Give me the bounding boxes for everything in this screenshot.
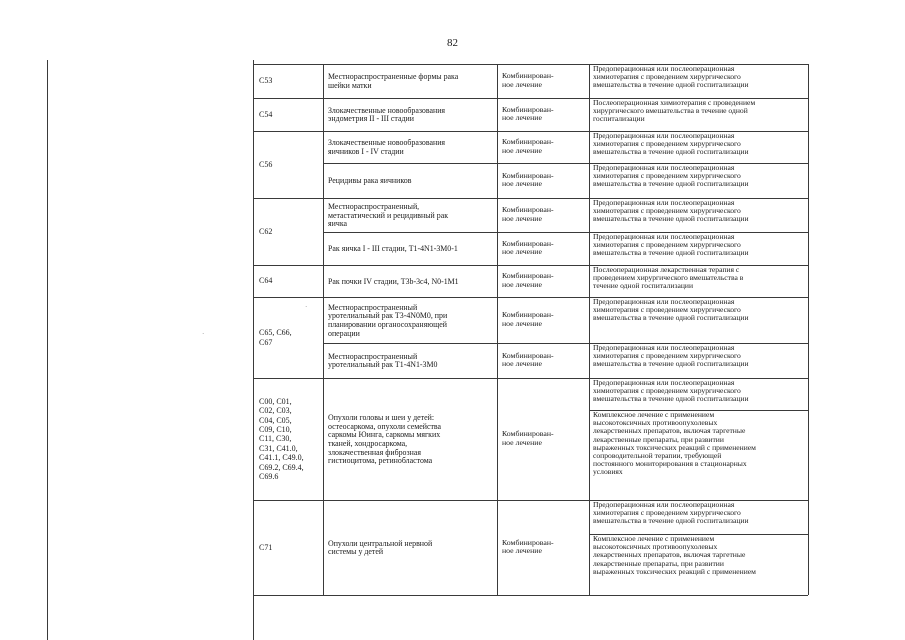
diagnosis-description-line: эндометрия II - III стадии [328, 114, 414, 124]
treatment-method [593, 99, 806, 124]
treatment-method-line: условиях [593, 467, 623, 477]
scan-mark: · [305, 303, 308, 311]
treatment-type-line: ное лечение [502, 179, 542, 189]
diagnosis-description [328, 304, 494, 338]
treatment-method-line: Послеоперационная лекарственная терапия с [593, 266, 740, 274]
scan-mark: · [202, 330, 205, 338]
treatment-method-line: постоянного мониторирования в стационарных [593, 459, 747, 469]
treatment-method-line: химиотерапия с проведением хирургического [593, 305, 741, 315]
diagnosis-description-line: злокачественная фиброзная [328, 447, 421, 457]
diagnosis-description-line: Местнораспространенные формы рака [328, 73, 459, 82]
treatment-method-line: химиотерапия с проведением хирургического [593, 206, 741, 216]
treatment-type [502, 311, 586, 329]
treatment-type [502, 172, 586, 190]
diagnosis-description [328, 73, 494, 90]
treatment-method [593, 65, 806, 90]
diagnosis-description [328, 353, 494, 370]
treatment-method-line: Предоперационная или послеоперационная [593, 344, 735, 352]
diagnosis-description-line: операции [328, 328, 360, 338]
treatment-method-line: вмешательства в течение одной госпитализации [593, 313, 749, 323]
treatment-method [593, 199, 806, 224]
treatment-type-line: Комбинирован- [502, 239, 554, 248]
treatment-method-line: химиотерапия с проведением хирургического [593, 139, 741, 149]
diagnosis-description-line: остеосаркома, опухоли семейства [328, 421, 442, 431]
treatment-type-line: Комбинирован- [502, 538, 554, 547]
treatment-type-line: ное лечение [502, 279, 542, 289]
diagnosis-code: C54 [259, 109, 273, 119]
treatment-type [502, 206, 586, 224]
diagnosis-description-line: Рак почки IV стадии, T3b-3c4, N0-1M1 [328, 277, 459, 286]
diagnosis-description-line: Рецидивы рака яичников [328, 177, 412, 186]
diagnosis-description-line: системы у детей [328, 547, 384, 557]
treatment-method-line: химиотерапия с проведением хирургического [593, 240, 741, 250]
diagnosis-description [328, 278, 494, 287]
treatment-type-line: Комбинирован- [502, 430, 554, 439]
diagnosis-description-line: саркомы Юинга, саркомы мягких [328, 430, 441, 440]
treatment-method [593, 379, 806, 404]
treatment-method-line: сопроводительной терапии, требующей [593, 451, 722, 461]
treatment-method-line: вмешательства в течение одной госпитализации [593, 80, 749, 90]
treatment-method-line: Послеоперационная химиотерапия с проведением [593, 99, 756, 107]
table-row-border [253, 595, 808, 596]
treatment-method-line: проведением хирургического вмешательства в [593, 273, 744, 283]
treatment-type-line: ное лечение [502, 546, 542, 556]
treatment-method-line: вмешательства в течение одной госпитализации [593, 214, 749, 224]
diagnosis-description-line: уротелиальный рак T1-4N1-3M0 [328, 360, 438, 370]
treatment-method-line: высокотоксичных противоопухолевых [593, 418, 718, 428]
treatment-method [593, 233, 806, 258]
treatment-type-line: Комбинирован- [502, 105, 554, 114]
diagnosis-description [328, 139, 494, 156]
treatment-method-line: Комплексное лечение с применением [593, 535, 715, 543]
treatment-type-line: Комбинирован- [502, 171, 554, 180]
diagnosis-code: C53 [259, 76, 273, 86]
treatment-type-line: Комбинирован- [502, 351, 554, 360]
treatment-method-line: Комплексное лечение с применением [593, 411, 715, 419]
diagnosis-description-line: уротелиальный рак T3-4N0M0, при [328, 311, 448, 321]
treatment-type [502, 539, 586, 557]
treatment-type-line: Комбинирован- [502, 138, 554, 147]
page-number: 82 [447, 37, 458, 49]
diagnosis-description-line: Местнораспространенный [328, 303, 418, 312]
table-column-border [323, 64, 324, 595]
diagnosis-description-line: метастатический и рецидивный рак [328, 210, 449, 220]
treatment-type [502, 106, 586, 124]
diagnosis-description [328, 540, 494, 557]
treatment-type-line: Комбинирован- [502, 272, 554, 281]
diagnosis-description-line: Местнораспространенный, [328, 203, 420, 212]
treatment-type-line: ное лечение [502, 113, 542, 123]
diagnosis-description-line: гистиоцитома, ретинобластома [328, 456, 433, 466]
diagnosis-code: C56 [259, 159, 273, 169]
table-column-border [497, 64, 498, 595]
treatment-method-line: вмешательства в течение одной госпитализации [593, 359, 749, 369]
treatment-method [593, 266, 806, 291]
treatment-method-line: вмешательства в течение одной госпитализации [593, 147, 749, 157]
treatment-method-line: Предоперационная или послеоперационная [593, 233, 735, 241]
diagnosis-description-line: Злокачественные новообразования [328, 139, 446, 148]
treatment-type [502, 272, 586, 290]
treatment-method [593, 501, 806, 526]
treatment-type [502, 352, 586, 370]
treatment-method [593, 344, 806, 369]
treatment-type [502, 138, 586, 156]
diagnosis-code: C71 [259, 542, 273, 552]
diagnosis-description [328, 203, 494, 229]
treatment-type-line: ное лечение [502, 359, 542, 369]
treatment-method-line: хирургического вмешательства в течение одной [593, 106, 748, 116]
diagnosis-description [328, 107, 494, 124]
treatment-method-line: лекарственные препараты, при развитии [593, 558, 724, 568]
diagnosis-code: C00, C01, C02, C03, C04, C05, C09, C10, C11, C30, C31, C41.0, C41.1, C49.0, C69.2, C69.4, C69.6 [259, 396, 304, 481]
treatment-method-line: химиотерапия с проведением хирургического [593, 72, 741, 82]
diagnosis-description-line: Рак яичка I - III стадии, T1-4N1-3M0-1 [328, 245, 458, 254]
diagnosis-description-line: тканей, хондросаркома, [328, 438, 408, 448]
treatment-type [502, 430, 586, 448]
treatment-method-line: Предоперационная или послеоперационная [593, 379, 735, 387]
treatment-method-line: течение одной госпитализации [593, 281, 694, 291]
treatment-method-line: Предоперационная или послеоперационная [593, 501, 735, 509]
treatment-method-line: госпитализации [593, 114, 645, 124]
treatment-type-line: Комбинирован- [502, 206, 554, 215]
treatment-type [502, 240, 586, 258]
diagnosis-code: C65, C66, C67 [259, 328, 292, 347]
diagnosis-description-line: планировании органосохраняющей [328, 319, 447, 329]
diagnosis-description-line: Опухоли головы и шеи у детей: [328, 414, 435, 423]
treatment-method-line: Предоперационная или послеоперационная [593, 298, 735, 306]
left-margin-line [47, 60, 48, 640]
treatment-method-line: химиотерапия с проведением хирургического [593, 386, 741, 396]
treatment-method-line: выраженных токсических реакций с применением [593, 566, 756, 576]
treatment-method-line: лекарственные препараты, при развитии [593, 434, 724, 444]
diagnosis-code: C62 [259, 226, 273, 236]
treatment-method-line: вмешательства в течение одной госпитализации [593, 248, 749, 258]
treatment-type-line: ное лечение [502, 79, 542, 89]
treatment-method-line: лекарственных препаратов, включая таргетные [593, 550, 746, 560]
diagnosis-description-line: шейки матки [328, 80, 372, 90]
treatment-type-line: ное лечение [502, 247, 542, 257]
treatment-type-line: ное лечение [502, 437, 542, 447]
treatment-method [593, 164, 806, 189]
treatment-method-line: вмешательства в течение одной госпитализации [593, 516, 749, 526]
treatment-type-line: ное лечение [502, 213, 542, 223]
table-column-border [808, 64, 809, 595]
treatment-method-line: Предоперационная или послеоперационная [593, 132, 735, 140]
treatment-method-line: химиотерапия с проведением хирургического [593, 351, 741, 361]
treatment-method-line: высокотоксичных противоопухолевых [593, 542, 718, 552]
diagnosis-description-line: Опухоли центральной нервной [328, 539, 433, 548]
treatment-method-line: Предоперационная или послеоперационная [593, 199, 735, 207]
diagnosis-code: C64 [259, 276, 273, 286]
diagnosis-description-line: Злокачественные новообразования [328, 106, 446, 115]
treatment-method-line: Предоперационная или послеоперационная [593, 65, 735, 73]
diagnosis-description [328, 177, 494, 186]
treatment-type-line: ное лечение [502, 318, 542, 328]
treatment-method-line: химиотерапия с проведением хирургического [593, 508, 741, 518]
diagnosis-description-line: яичка [328, 219, 348, 229]
treatment-method-line: вмешательства в течение одной госпитализации [593, 394, 749, 404]
diagnosis-description-line: Местнораспространенный [328, 352, 418, 361]
treatment-method [593, 411, 806, 477]
treatment-type-line: Комбинирован- [502, 72, 554, 81]
treatment-method-line: Предоперационная или послеоперационная [593, 164, 735, 172]
treatment-type-line: ное лечение [502, 145, 542, 155]
diagnosis-description-line: яичников I - IV стадии [328, 146, 404, 156]
treatment-method-line: лекарственных препаратов, включая таргетные [593, 426, 746, 436]
table-column-border [253, 64, 254, 595]
treatment-method [593, 298, 806, 323]
treatment-method [593, 535, 806, 576]
table-column-border [589, 64, 590, 595]
diagnosis-description [328, 414, 494, 466]
diagnosis-description [328, 245, 494, 254]
treatment-method-line: выраженных токсических реакций с применением [593, 442, 756, 452]
treatment-type-line: Комбинирован- [502, 311, 554, 320]
treatment-method-line: химиотерапия с проведением хирургического [593, 171, 741, 181]
treatment-type [502, 72, 586, 90]
treatment-method-line: вмешательства в течение одной госпитализации [593, 179, 749, 189]
treatment-method [593, 132, 806, 157]
